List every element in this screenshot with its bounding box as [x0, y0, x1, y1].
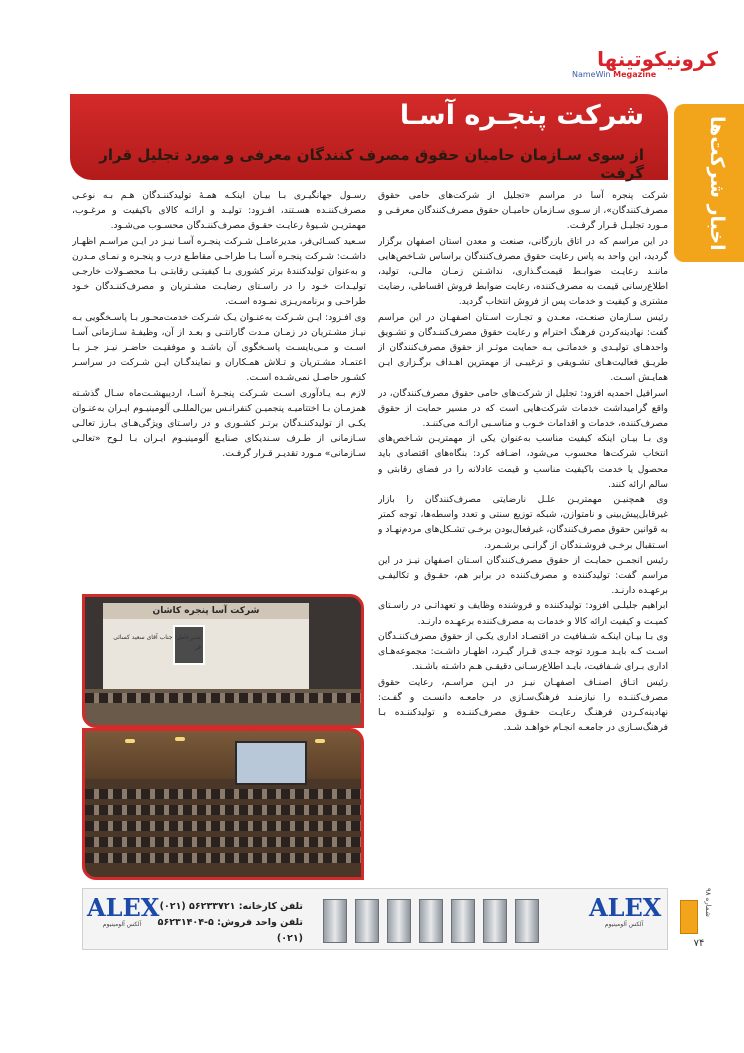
paragraph: رسـول جهانگیـری بـا بیـان اینکـه همـهٔ تولیدکننـدگان هـم بـه نوعـی مصرف‌کننـده هسـتند، افـزود: تولیـد و ارائـه کالای باکیفیت و مرغـوب، مهمتریـن شـیوهٔ رعایـت حقـوق مصرف‌کننـدگان محسـوب می‌شـود.	[72, 190, 366, 232]
screen-heading: شرکت آسا پنجره کاشان	[103, 603, 309, 619]
section-tab	[674, 104, 744, 262]
audience-row	[85, 789, 361, 799]
page-number: ۷۴	[693, 938, 705, 949]
logo-subtitle: NameWin Megazine	[572, 70, 657, 79]
paragraph: ابراهیم جلیلـی افزود: تولیدکننده و فروشنده وظایف و تعهداتـی در راسـتای کمیـت و کیفیت ارائه کالا و خدمات به مصرف‌کننده برعهـده دارنـد.	[378, 600, 668, 627]
paragraph: وی همچنیـن مهمتریـن علـل نارضایتی مصرف‌کنندگان را بازار غیرقابل‌پیش‌بینی و نامتوازن، شبکه توزیع سنتی و تعدد واسطه‌ها، توجه کمتر به قوانین حقوق مصرف‌کنندگان، غیرفعال‌بودن برخـی تشـکل‌های مردم‌نهـاد و اسـتقبال برخـی فروشـندگان از گرانـی برشـمرد.	[378, 494, 668, 551]
window-profile-image	[483, 899, 507, 943]
page-marker	[680, 900, 698, 934]
sales-phone: تلفن واحد فروش: ۵-۵۶۲۳۱۴۰۴ (۰۲۱)	[157, 917, 303, 944]
article-title: شرکت پنجـره آسـا	[399, 100, 644, 131]
article-title-banner	[70, 94, 668, 180]
paragraph: در این مراسم که در اتاق بازرگانی، صنعت و معدن استان اصفهان برگزار گردید، این واحد به پاس رعایت حقوق مصرف‌کنندگان براساس شـاخص‌هایی ماننـد رعایـت ضوابـط قیمت‌گـذاری، نداشـتن زمـان‌ مالـی، تولید، اطلاع‌رسانی قیمت به مصرف‌کننده، رعایت ضوابط فروش اقساطی، رضایت مشتری و کیفیت و خدمات پس از فروش انتخاب گردید.	[378, 235, 668, 308]
panel-people	[85, 693, 361, 703]
window-profile-image	[419, 899, 443, 943]
logo-text: کرونیکو‌تینها	[597, 47, 718, 71]
section-tab-label: اخبار شرکت‌ها	[706, 115, 728, 251]
article-column-right	[378, 188, 668, 754]
alex-logo-sub: آلکس آلومینیوم	[102, 921, 142, 928]
alex-logo-left	[87, 893, 160, 941]
window-profile-image	[451, 899, 475, 943]
issue-number: شماره ۹۸	[704, 888, 712, 917]
paragraph: وی بـا بیـان اینکـه شـفافیت در اقتصـاد اداری یکـی از حقوق مصرف‌کننـدگان اسـت کـه بایـد مـورد توجه جـدی قـرار گیـرد، اظهـار داشـت: مجموعه‌هـای اداری بـرای شـفافیت، بایـد اطلاع‌رسـانی دقیقـی هـم داشـته باشـند.	[378, 630, 668, 673]
window-profile-image	[387, 899, 411, 943]
alex-logo-text: ALEX	[87, 893, 160, 922]
audience-row	[85, 805, 361, 815]
paragraph: لازم بـه یـادآوری اسـت شـرکت پنجـرهٔ آسـا، اردیبهشـت‌ماه سـال گذشـته همزمـان بـا اختتامیـه پنجمیـن کنفرانـس بین‌المللـی آلومینیـوم ایـران به‌عنـوان یکـی از تولیدکننـدگان برتـر کشـوری و در راسـتای ویژگی‌هـای بـارز تعالـی سـازمانی از طـرف سـندیکای صنایـع آلومینیـوم ایـران بـا لـوح «تعالـی سـازمانی» مـورد تقدیـر قـرار گرفـت.	[72, 387, 366, 460]
magazine-logo	[560, 48, 718, 82]
screen-caption: مدیرعامل: جناب آقای سعید کسائی فر	[113, 634, 201, 651]
factory-phone: تلفن کارخانه: ۵۶۲۳۳۷۲۱ (۰۲۱)	[159, 901, 303, 912]
audience-row	[85, 853, 361, 863]
paragraph: وی افـزود: ایـن شـرکت به‌عنـوان یـک شـرکت خدمت‌محـور بـا پاسـخگویی بـه نیـاز مشـتریان در زمـان مـدت گارانتـی و بعـد از آن، وظیفـهٔ سـازمانی آسـا اسـت و مـی‌بایسـت پاسـخگوی آن باشـد و موفقیـت حاضـر نیـز جـز بـا اعتمـاد مشـتریان و تـلاش همـکاران و نمایندگـان ایـن شـرکت در سراسـر کشـور حاصـل نمی‌شـده اسـت.	[72, 311, 366, 384]
ceiling-light	[125, 739, 135, 743]
audience-hall-photo	[82, 728, 364, 880]
article-subtitle: از سوی سـازمان حامیان حقوق مصرف کنندگان معرفی و مورد تجلیل قرار گرفت	[99, 146, 644, 182]
alex-logo-sub: آلکس آلومینیوم	[604, 921, 644, 928]
ceiling-light	[175, 737, 185, 741]
stage-table	[85, 689, 361, 725]
paragraph: رئیس انجمـن حمایـت از حقوق مصرف‌کنندگان اسـتان اصفهان نیـز در این مراسم گفت: تولیدکننده و مصرف‌کننده در برابر هم، حقـوق و تکالیفـی برعهـده دارنـد.	[378, 554, 668, 597]
audience-row	[85, 821, 361, 831]
paragraph: سـعید کسـائی‌فر، مدیرعامـل شـرکت پنجـره آسـا نیـز در ایـن مراسـم اظهـار داشـت: شـرکت پنجـره آسـا بـا طراحـی مقاطـع درب و پنجـره و نمـای مـدرن و به‌عنوان تولیدکنندهٔ برتر کشوری بـا کیفیتـی رقابتـی بـا محصـولات خارجـی تولیـدات خـود را در راسـتای رضایـت مشـتریان و مصرف‌کننـدگان خـود طراحـی و برنامه‌ریـزی نمـوده اسـت.	[72, 235, 366, 308]
paragraph: وی بـا بیـان اینکه کیفیت مناسب به‌عنوان یکی از مهمتریـن شـاخص‌های انتخاب شرکت‌ها محسوب می‌شود، اضـافه کرد: بنگاه‌های اقتصادی باید محصول یا خدمت باکیفیت مناسب و قیمت عادلانه را در فضای رقابتی و سالم ارائه کنند.	[378, 433, 668, 490]
window-profile-image	[323, 899, 347, 943]
ceremony-stage-photo	[82, 594, 364, 728]
window-profile-image	[515, 899, 539, 943]
paragraph: رئیس سـازمان صنعـت، معـدن و تجـارت اسـتان اصفهـان در این مراسم گفت: نهادینه‌کردن فرهنگ احترام و رعایت حقوق مصرف‌کننـدگان و تشـویق واحدهـای تولیـدی و خدماتـی بـه حمایت موثـر از حقوق مصرف‌کنندگان از طریـق فعالیت‌هـای تشـویقی و ترغیبـی از مهمترین اهـداف برگـزاری ایـن همایـش اسـت.	[378, 311, 668, 384]
hall-screen	[235, 741, 307, 785]
article-column-left	[72, 188, 366, 588]
alex-advertisement	[82, 888, 668, 950]
ceiling-light	[315, 739, 325, 743]
audience-row	[85, 837, 361, 847]
alex-logo-text: ALEX	[589, 893, 662, 922]
projection-screen	[103, 603, 309, 695]
paragraph: رئیس اتـاق اصنـاف اصفهـان نیـز در ایـن مراسـم، رعایت حقوق مصرف‌کننـده را نیازمنـد فرهنگ‌سـازی در جامعـه دانسـت و گفـت: نهادینه‌کـردن فرهنـگ رعایـت حقـوق مصرف‌کننـده و تولیدکننـده بـا فرهنگ‌سـازی در جامعـه انجـام خواهـد شـد.	[378, 676, 668, 734]
paragraph: اسرافیل احمدیه افزود: تجلیل از شرکت‌های حامی حقوق مصرف‌کنندگان، در واقع گرامیداشت خدمات شرکت‌هایی است که در مسیر حمایت از حقوق مصرف‌کننده، خدمات و اقدامات خـوب و مناسـبی ارائـه می‌کننـد.	[378, 387, 668, 430]
window-profile-image	[355, 899, 379, 943]
alex-logo-right	[589, 893, 662, 941]
ad-phones	[153, 899, 303, 947]
paragraph: شرکت پنجره آسا در مراسم «تجلیل از شرکت‌های حامی حقوق مصرف‌کنندگان»، از سـوی سـازمان حامیـان حقوق مصرف‌کنندگان معرفـی و مـورد تجلیـل قـرار گرفـت.	[378, 190, 668, 232]
